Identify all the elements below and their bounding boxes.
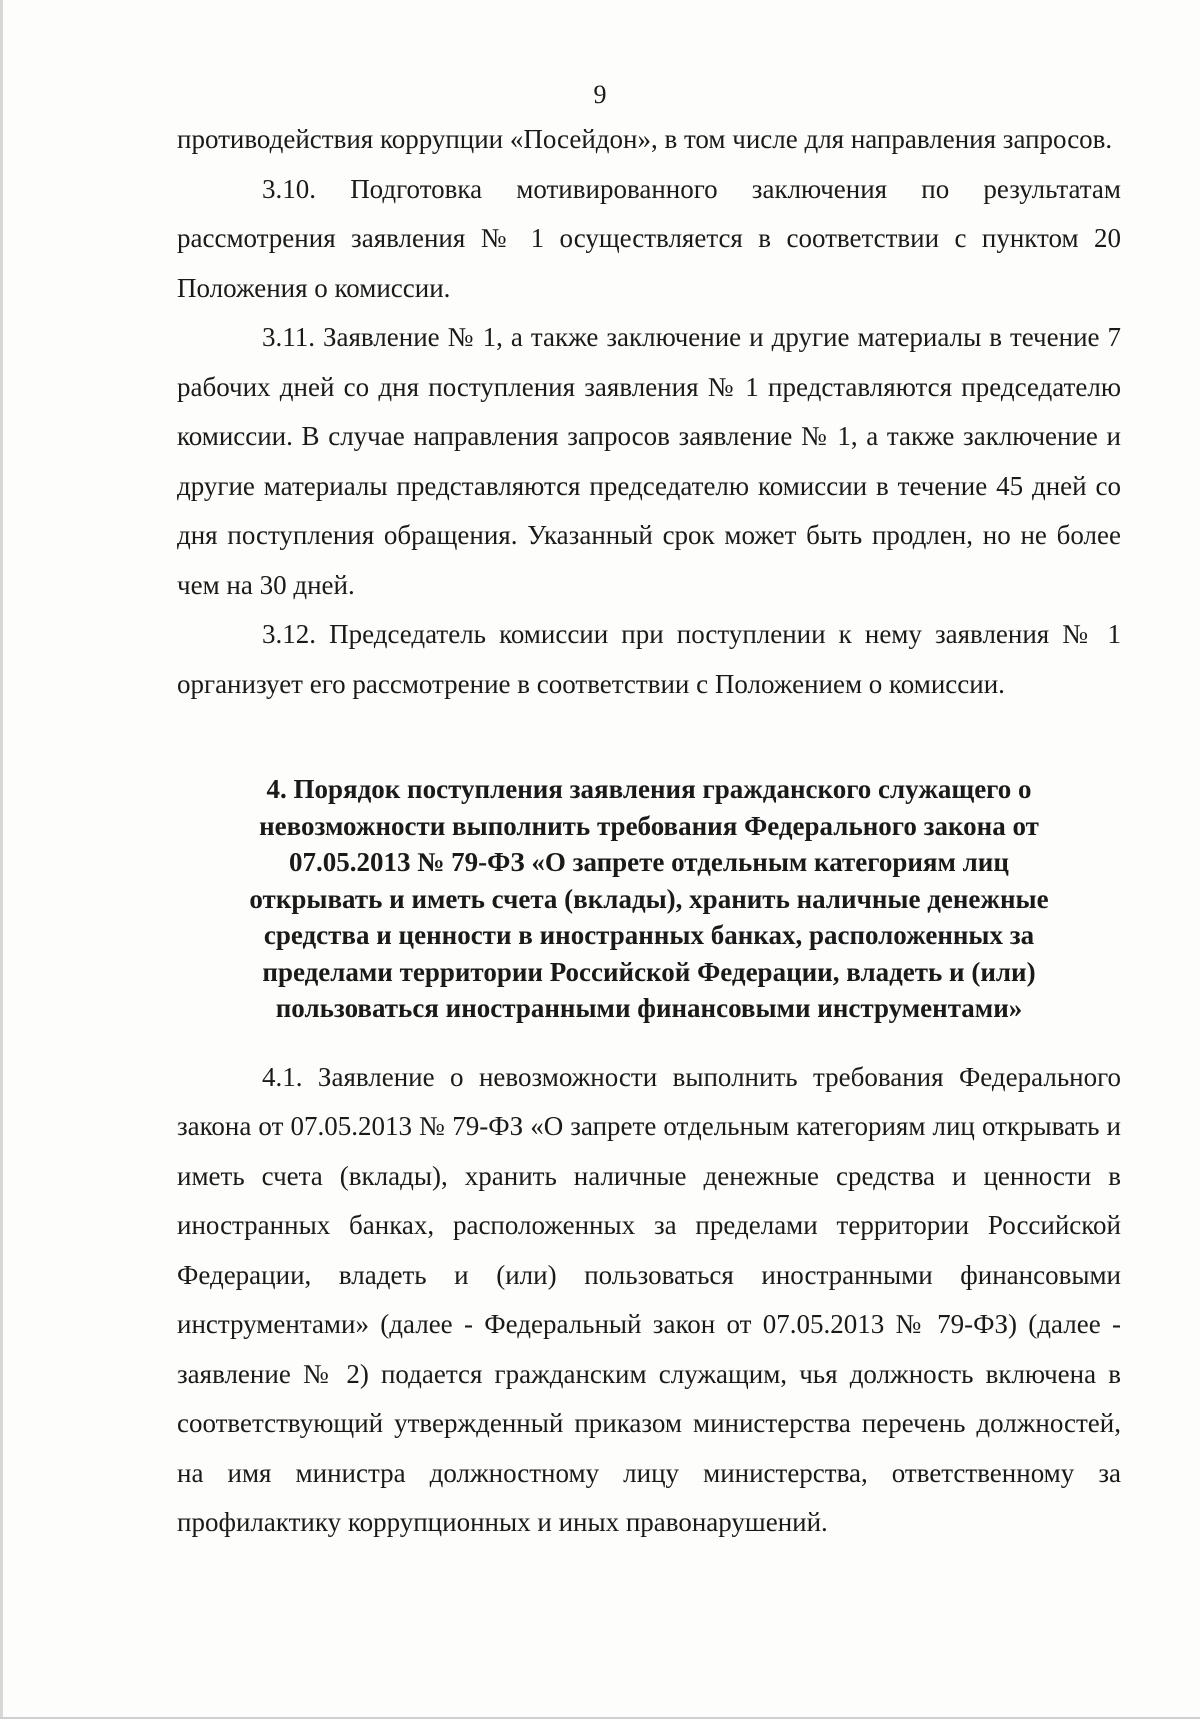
heading-line: пределами территории Российской Федерации, владеть и (или) — [262, 956, 1036, 987]
heading-line: открывать и иметь счета (вклады), хранить наличные денежные — [249, 883, 1049, 914]
paragraph-3-12: 3.12. Председатель комиссии при поступлении к нему заявления № 1 организует его рассмотрение в соответствии с Положением о комиссии. — [177, 619, 1121, 699]
page-number: 9 — [593, 80, 607, 109]
scan-left-edge — [0, 0, 3, 1719]
document-body — [177, 115, 1121, 1548]
paragraph-4-1: 4.1. Заявление о невозможности выполнить требования Федерального закона от 07.05.2013 № 79-ФЗ «О запрете отдельным категориям лиц открывать и иметь счета (вклады), хранить наличные денежные средства и ценности в иностранных банках, расположенных за пределами территории Российской Федерации, владеть и (или) пользоваться иностранными финансовыми инструментами» (далее - Федеральный закон от 07.05.2013 № 79-ФЗ) (далее - заявление № 2) подается гражданским служащим, чья должность включена в соответствующий утвержденный приказом министерства перечень должностей, на имя министра должностному лицу министерства, ответственному за профилактику коррупционных и иных правонарушений. — [177, 1061, 1121, 1537]
paragraph-3-10: 3.10. Подготовка мотивированного заключения по результатам рассмотрения заявления № 1 осуществляется в соответствии с пунктом 20 Положения о комиссии. — [177, 173, 1121, 303]
paragraph-continuation: противодействия коррупции «Посейдон», в том числе для направления запросов. — [177, 124, 1113, 154]
paragraph-3-11: 3.11. Заявление № 1, а также заключение и другие материалы в течение 7 рабочих дней со дня поступления заявления № 1 представляются председателю комиссии. В случае направления запросов заявление № 1, а также заключение и другие материалы представляются председателю комиссии в течение 45 дней со дня поступления обращения. Указанный срок может быть продлен, но не более чем на 30 дней. — [177, 322, 1121, 600]
heading-line: 4. Порядок поступления заявления гражданского служащего о — [266, 774, 1032, 804]
heading-line: средства и ценности в иностранных банках, расположенных за — [263, 920, 1035, 950]
heading-line: пользоваться иностранными финансовыми инструментами» — [275, 993, 1023, 1023]
heading-line: невозможности выполнить требования Федерального закона от — [259, 810, 1039, 841]
heading-line: 07.05.2013 № 79-ФЗ «О запрете отдельным категориям лиц — [289, 847, 1009, 877]
section-4-heading — [177, 771, 1121, 1027]
